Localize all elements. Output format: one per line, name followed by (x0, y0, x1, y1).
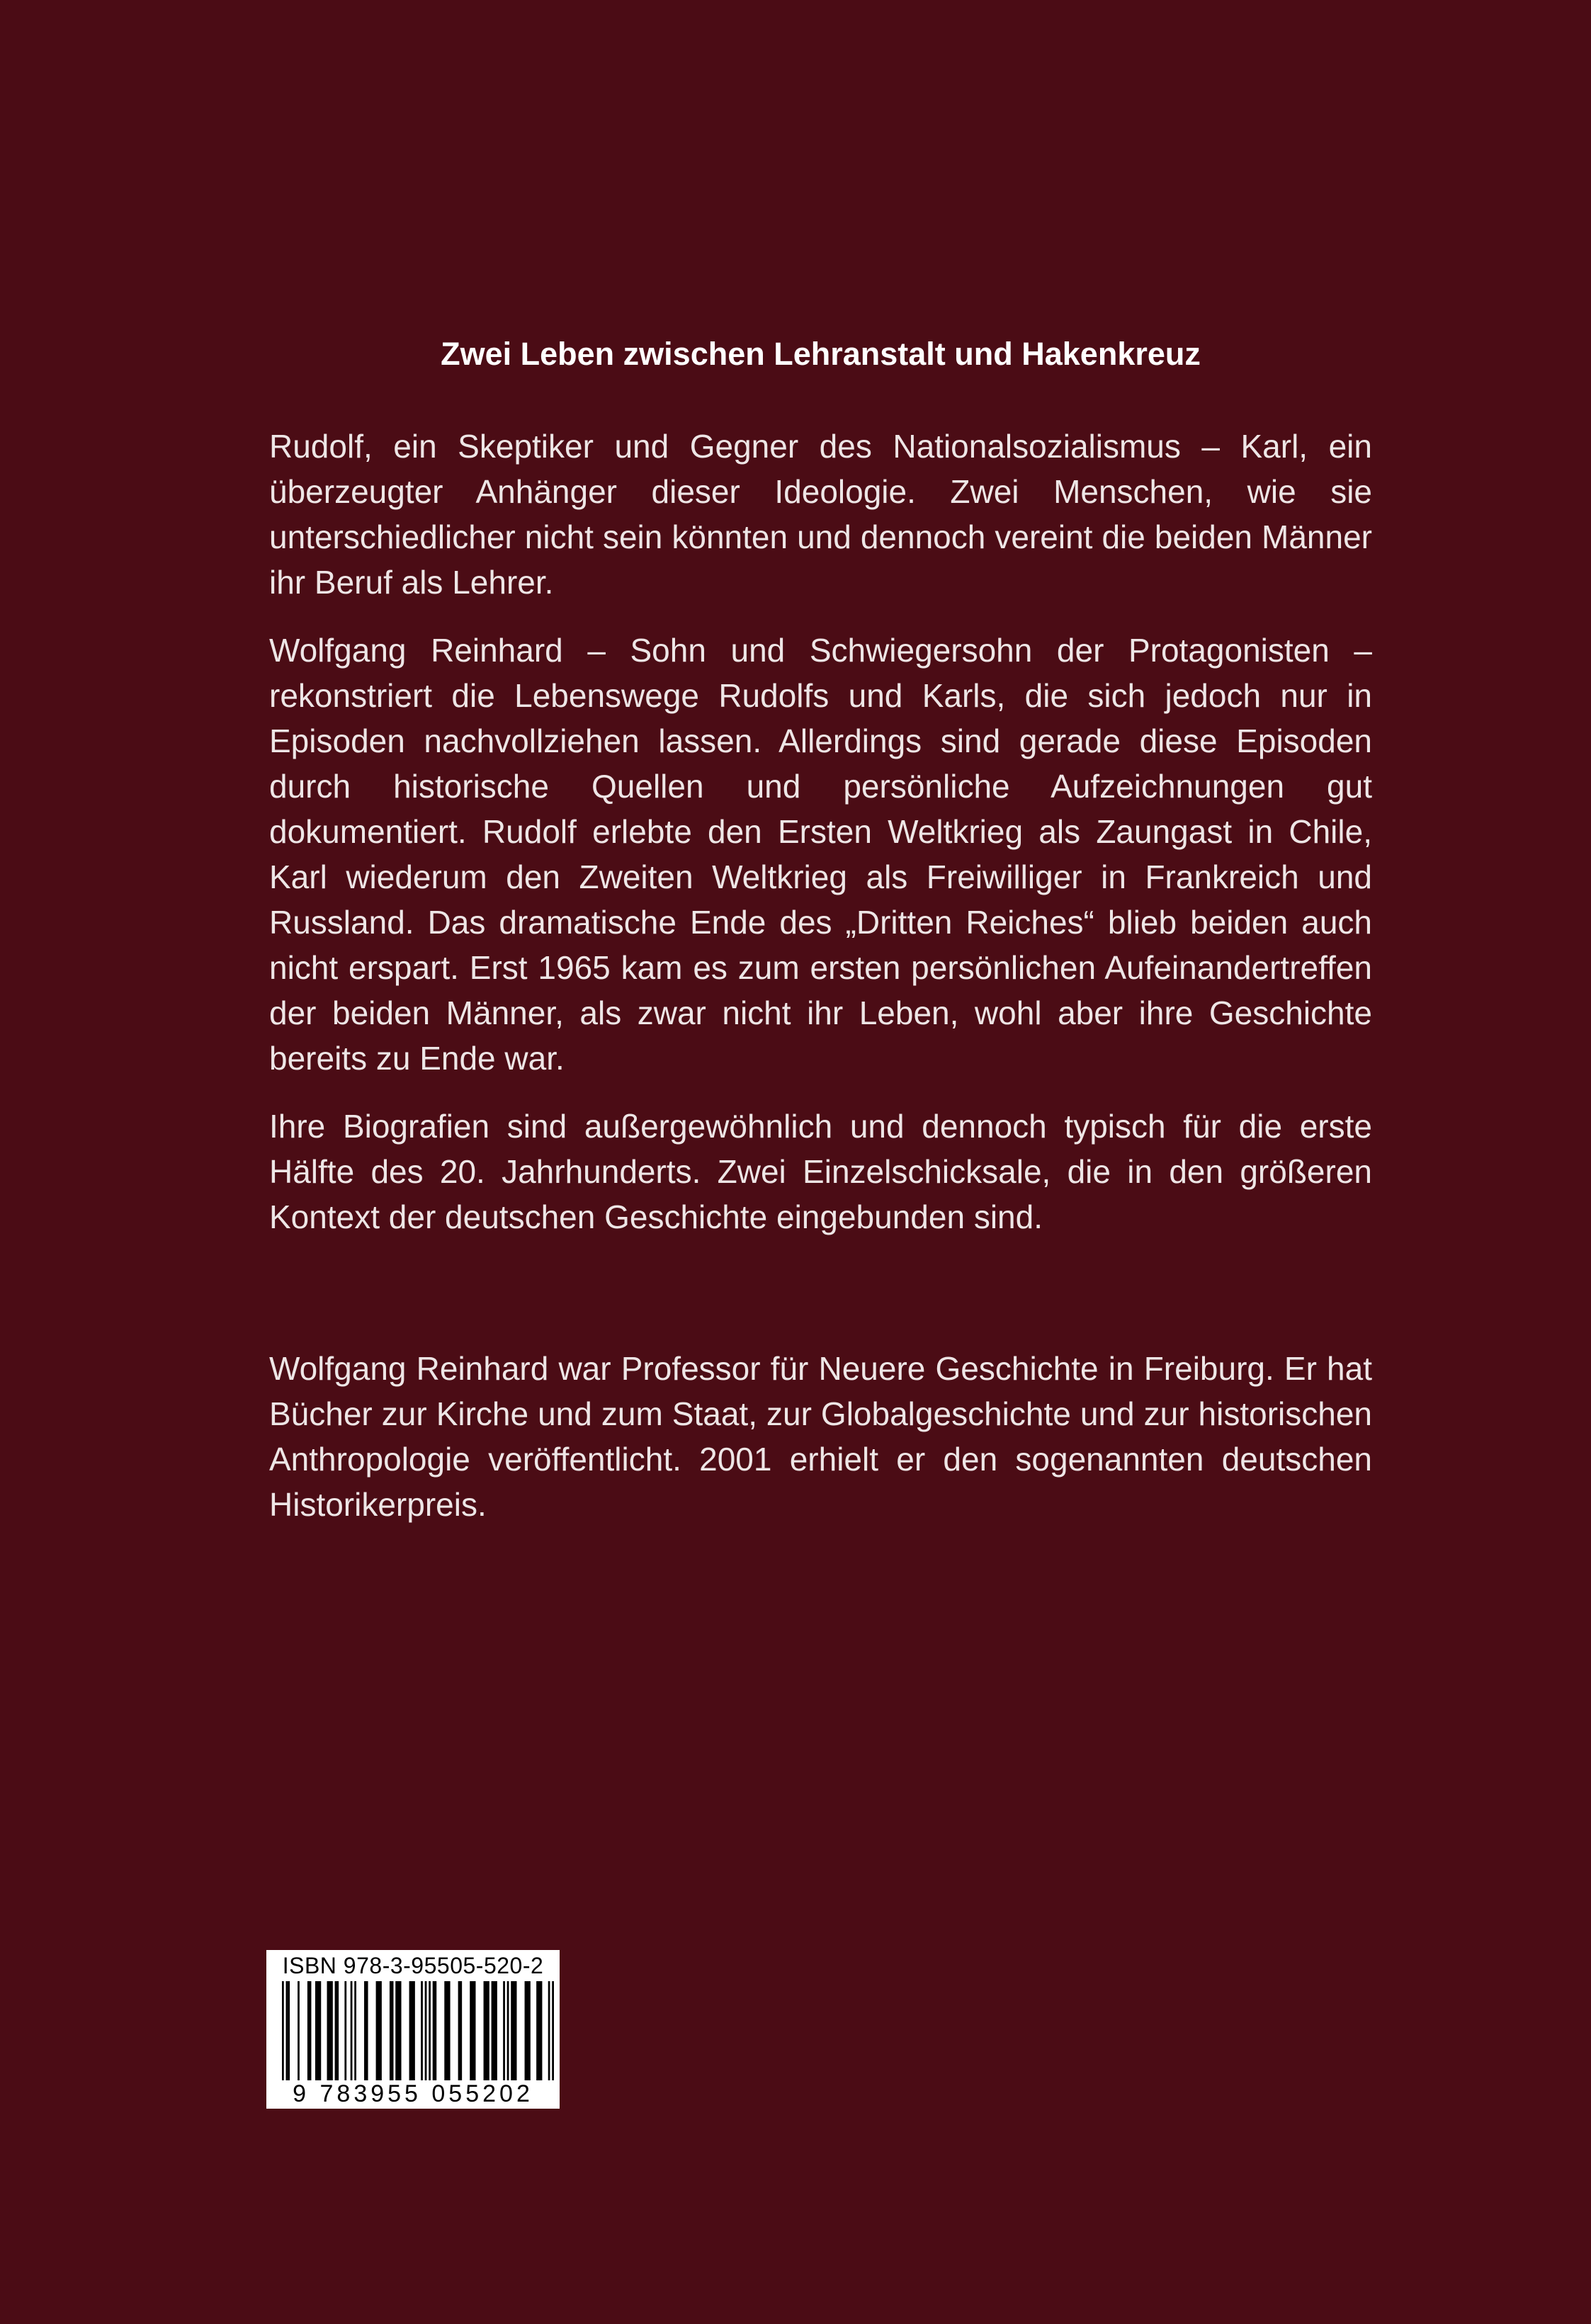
barcode-bar (429, 1981, 431, 2080)
barcode-bar (470, 1981, 475, 2080)
barcode-bar (409, 1981, 415, 2080)
barcode-bar (376, 1981, 382, 2080)
description-paragraph: Ihre Biografien sind außergewöhnlich und dennoch typisch für die erste Hälfte des 20. Jahrhunderts. Zwei Einzelschicksale, die in den größeren Kontext der deutschen Geschichte eingebunden sind. (269, 1108, 1372, 1235)
barcode-bar (421, 1981, 423, 2080)
barcode-bar (390, 1981, 394, 2080)
barcode-bar (286, 1981, 288, 2080)
barcode-icon (282, 1981, 554, 2080)
barcode-bar (351, 1981, 353, 2080)
description-paragraph: Rudolf, ein Skeptiker und Gegner des Nationalsozialismus – Karl, ein überzeugter Anhänger dieser Ideologie. Zwei Menschen, wie sie unterschiedlicher nicht sein könnten und dennoch vereint die beiden Männer ihr Beruf als Lehrer. (269, 428, 1372, 601)
author-bio: Wolfgang Reinhard war Professor für Neuere Geschichte in Freiburg. Er hat Bücher zur Kirche und zum Staat, zur Globalgeschichte und zur historischen Anthropologie veröffentlicht. 2001 erhielt er den sogenannten deutschen Historikerpreis. (269, 1350, 1372, 1523)
barcode-digits: 9 783955 055202 (293, 2080, 533, 2107)
author-bio-block (269, 1346, 1372, 1527)
barcode-bar (503, 1981, 505, 2080)
barcode-bar (335, 1981, 339, 2080)
barcode-bar (354, 1981, 356, 2080)
barcode-bar (315, 1981, 321, 2080)
isbn-barcode-label (266, 1950, 560, 2109)
barcode-bar (492, 1981, 497, 2080)
barcode-bar (511, 1981, 516, 2080)
barcode-bar (548, 1981, 550, 2080)
barcode-bar (288, 1981, 290, 2080)
barcode-bar (307, 1981, 312, 2080)
isbn-number: ISBN 978-3-95505-520-2 (282, 1953, 544, 1978)
barcode-bar (484, 1981, 489, 2080)
barcode-bar (444, 1981, 450, 2080)
barcode-bar (395, 1981, 401, 2080)
barcode-bar (525, 1981, 531, 2080)
barcode-bar (552, 1981, 554, 2080)
barcode-bar (298, 1981, 300, 2080)
barcode-bar (536, 1981, 542, 2080)
barcode-bar (425, 1981, 427, 2080)
barcode-bar (282, 1981, 284, 2080)
description-block (269, 424, 1372, 1240)
barcode-bar (433, 1981, 437, 2080)
blurb-title: Zwei Leben zwischen Lehranstalt und Hakenkreuz (441, 336, 1201, 372)
barcode-bar (507, 1981, 509, 2080)
barcode-bar (344, 1981, 346, 2080)
barcode-bar (364, 1981, 368, 2080)
barcode-bar (458, 1981, 463, 2080)
description-paragraph: Wolfgang Reinhard – Sohn und Schwiegersohn der Protagonisten – rekonstriert die Lebenswege Rudolfs und Karls, die sich jedoch nur in Episoden nachvollziehen lassen. Allerdings sind gerade diese Episoden durch historische Quellen und persönliche Aufzeichnungen gut dokumentiert. Rudolf erlebte den Ersten Weltkrieg als Zaungast in Chile, Karl wiederum den Zweiten Weltkrieg als Freiwilliger in Frankreich und Russland. Das dramatische Ende des „Dritten Reiches“ blieb beiden auch nicht erspart. Erst 1965 kam es zum ersten persönlichen Aufeinandertreffen der beiden Männer, als zwar nicht ihr Leben, wohl aber ihre Geschichte bereits zu Ende war. (269, 632, 1372, 1077)
barcode-bar (327, 1981, 333, 2080)
